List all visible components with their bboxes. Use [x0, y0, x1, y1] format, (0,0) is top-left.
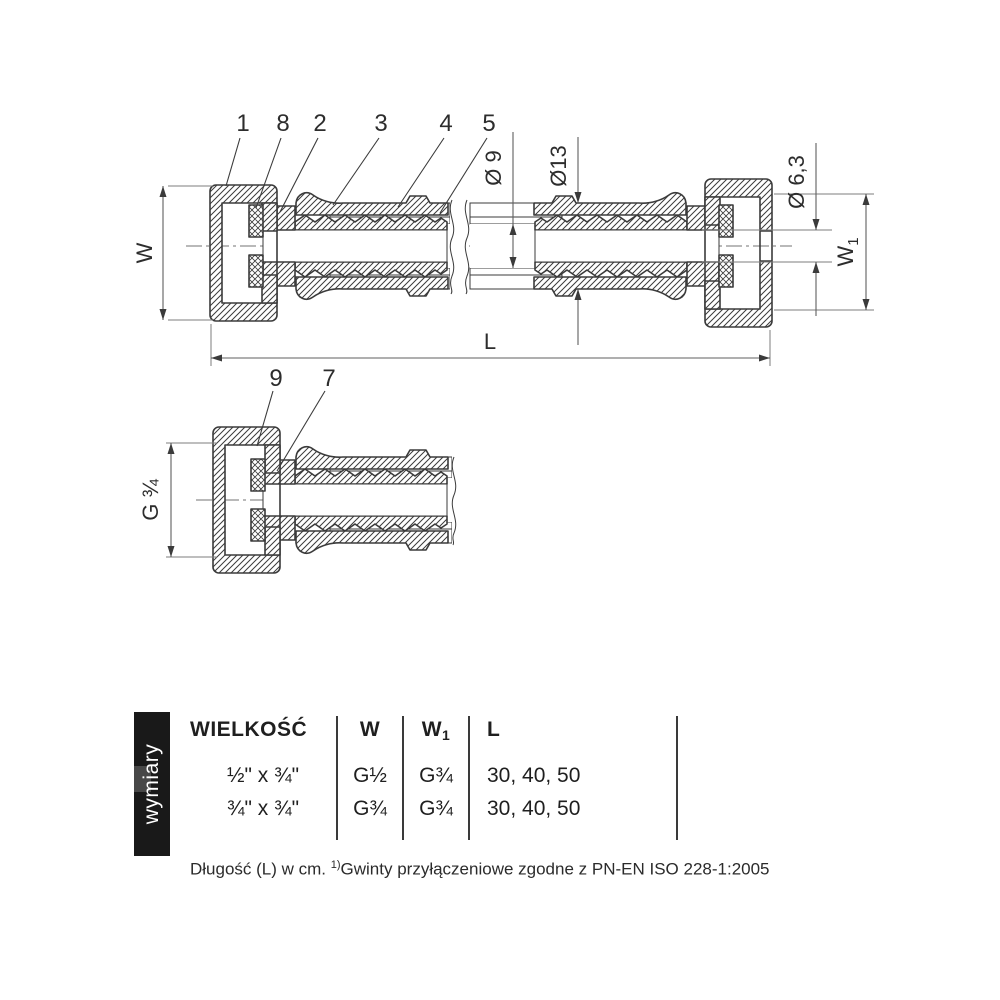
dimension-w1: [774, 194, 874, 310]
col-header-l: L: [487, 718, 501, 741]
dim-label-l: L: [483, 329, 497, 354]
col-header-size: WIELKOŚĆ: [190, 718, 308, 741]
callout-8: 8: [276, 110, 290, 137]
dim-label-g34: G ¾: [138, 479, 163, 521]
row-size: ¾" x ¾": [226, 797, 300, 820]
callout-5: 5: [482, 110, 496, 137]
footnote: Długość (L) w cm. $^{1)}$Gwinty przyłączeniowe zgodne z PN-EN ISO 228-1:2005: [190, 859, 770, 879]
row-size: ½" x ¾": [226, 764, 300, 787]
footnote-marker: 1): [330, 859, 341, 871]
dim-label-d63: Ø 6,3: [784, 155, 809, 209]
col-header-w: W: [359, 718, 381, 741]
dimension-w: [132, 186, 213, 320]
row-w1: G¾: [419, 797, 453, 820]
row-w: G¾: [353, 797, 387, 820]
row-l: 30, 40, 50: [487, 764, 581, 787]
dim-label-w: W: [132, 242, 157, 264]
callout-4: 4: [439, 110, 453, 137]
fitting-detail-section: [138, 365, 472, 573]
callout-1: 1: [236, 110, 250, 137]
column-divider: [468, 716, 470, 840]
callout-7: 7: [322, 365, 336, 392]
row-w1: G¾: [419, 764, 453, 787]
row-l: 30, 40, 50: [487, 797, 581, 820]
wymiary-tab: [134, 712, 170, 856]
dim-label-w1: $W_1$: [833, 237, 862, 267]
dim-label-d13: Ø13: [546, 145, 571, 187]
hose-assembly-section: [132, 110, 874, 366]
tab-label: wymiary: [140, 743, 163, 825]
cut-end: [452, 448, 472, 552]
col-header-w1: W1: [421, 718, 451, 743]
column-divider: [676, 716, 678, 840]
break-symbol: [450, 194, 469, 296]
callout-2: 2: [313, 110, 327, 137]
dim-label-d9: Ø 9: [481, 150, 506, 186]
callout-9: 9: [269, 365, 283, 392]
dimension-l: [211, 324, 770, 366]
row-w: G½: [353, 764, 387, 787]
callout-3: 3: [374, 110, 388, 137]
